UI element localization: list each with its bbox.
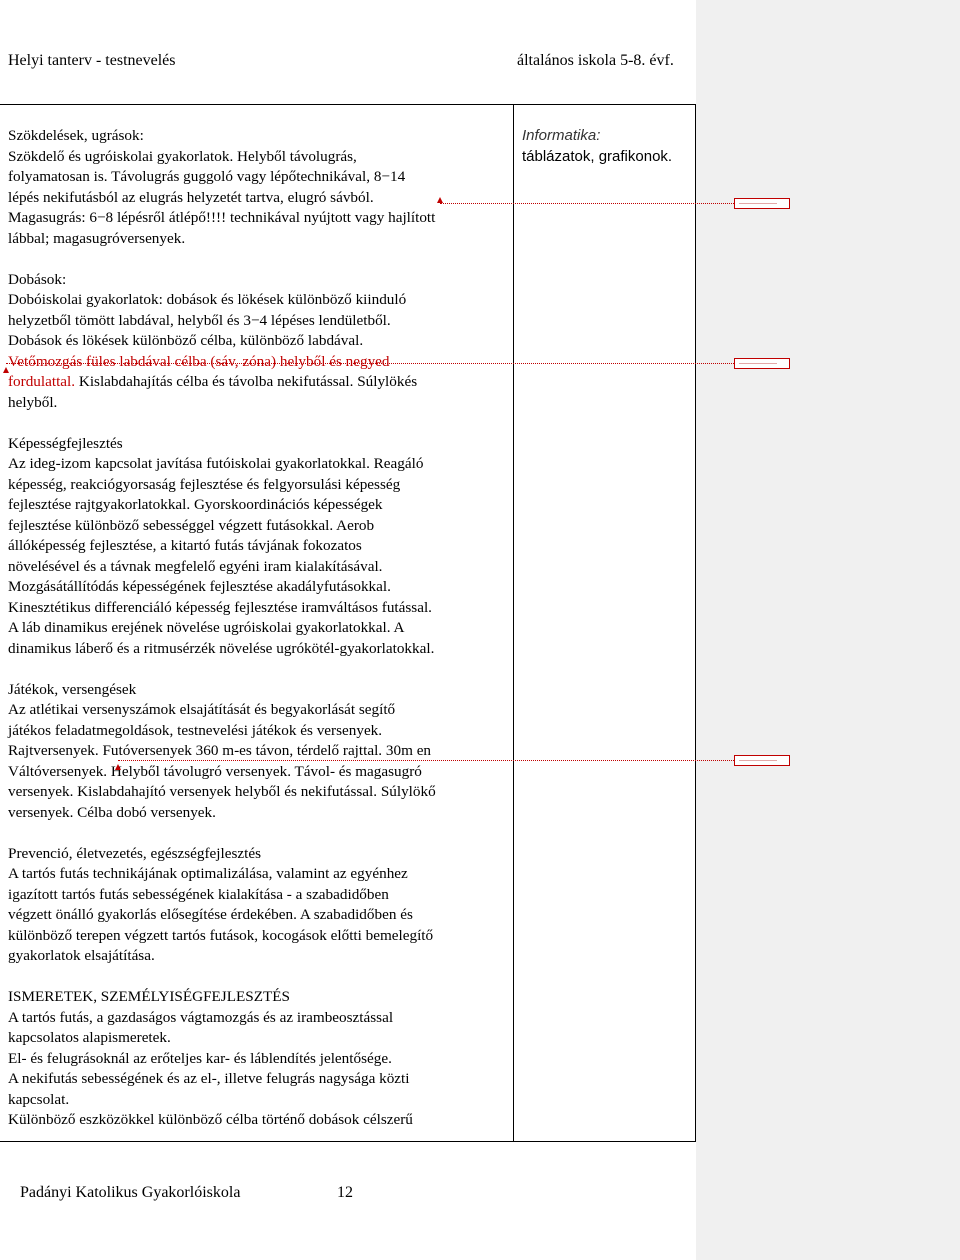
line: El- és felugrásoknál az erőteljes kar- és láblendítés jelentősége.	[8, 1049, 392, 1067]
line: Dobások és lökések különböző célba, különböző labdával.	[8, 332, 364, 349]
line: kapcsolatos alapismeretek.	[8, 1029, 171, 1046]
line: végzett önálló gyakorlás elősegítése érdekében. A szabadidőben és	[8, 906, 413, 923]
line: helyből.	[8, 393, 58, 411]
line: Dobóiskolai gyakorlatok: dobások és lökések különböző kiinduló	[8, 291, 407, 308]
line: lépés nekifutásból az elugrás helyzetét tartva, elugró sávból.	[8, 188, 374, 206]
cross-curricular-subject: Informatika:	[522, 127, 601, 144]
cross-curricular-text: táblázatok, grafikonok.	[522, 147, 673, 165]
line: A tartós futás, a gazdaságos vágtamozgás és az irambeosztással	[8, 1008, 394, 1026]
line: Különböző eszközökkel különböző célba történő dobások célszerű	[8, 1111, 413, 1128]
line: Kislabdahajítás célba és távolba nekifutással. Súlylökés	[75, 373, 418, 390]
comment-leader-line	[118, 760, 734, 761]
line: Játékok, versengések	[8, 680, 137, 698]
page-number: 12	[337, 1184, 353, 1201]
column-divider	[513, 104, 514, 1142]
line: fejlesztése különböző sebességgel végzett futásokkal. Aerob	[8, 516, 375, 534]
line: különböző terepen végzett tartós futások, kocogások előtti bemelegítő	[8, 926, 434, 944]
line: Dobások:	[8, 270, 67, 288]
comment-balloon[interactable]	[734, 198, 790, 209]
line: Az ideg-izom kapcsolat javítása futóiskolai gyakorlatokkal. Reagáló	[8, 455, 424, 472]
line: igazított tartós futás sebességének kialakítása - a szabadidőben	[8, 885, 389, 903]
insertion-caret-icon	[115, 764, 121, 770]
line: Képességfejlesztés	[8, 434, 123, 452]
comment-pane	[696, 0, 960, 1260]
line: versenyek. Célba dobó versenyek.	[8, 803, 216, 821]
tracked-insertion: Vetőmozgás füles labdával célba (sáv, zóna) helyből és negyed	[8, 352, 390, 370]
line: A láb dinamikus erejének növelése ugróiskolai gyakorlatokkal. A	[8, 619, 405, 636]
line: Kinesztétikus differenciáló képesség fejlesztése iramváltásos futással.	[8, 598, 432, 616]
line: Prevenció, életvezetés, egészségfejlesztés	[8, 844, 261, 862]
line: versenyek. Kislabdahajító versenyek helyből és nekifutással. Súlylökő	[8, 783, 436, 800]
line: Az atlétikai versenyszámok elsajátítását és begyakorlását segítő	[8, 701, 396, 718]
comment-balloon[interactable]	[734, 358, 790, 369]
line: A tartós futás technikájának optimalizálása, valamint az egyénhez	[8, 865, 408, 882]
footer-school: Padányi Katolikus Gyakorlóiskola	[20, 1184, 241, 1201]
side-column	[522, 126, 694, 167]
paragraph-prevention	[8, 844, 512, 967]
comment-balloon[interactable]	[734, 755, 790, 766]
line: Mozgásátállítódás képességének fejlesztése akadályfutásokkal.	[8, 578, 391, 595]
line: dinamikus láberő és a ritmusérzék növelése ugrókötél-gyakorlatokkal.	[8, 639, 435, 657]
line: ISMERETEK, SZEMÉLYISÉGFEJLESZTÉS	[8, 988, 290, 1005]
line: növelésével és a távnak megfelelő egyéni iram kialakításával.	[8, 557, 383, 575]
line: fejlesztése rajtgyakorlatokkal. Gyorskoordinációs képességek	[8, 496, 383, 513]
line: játékos feladatmegoldások, testnevelési játékok és versenyek.	[8, 721, 383, 739]
line: Szökdelések, ugrások:	[8, 127, 144, 144]
header-title: Helyi tanterv - testnevelés	[8, 52, 176, 69]
line: képesség, reakciógyorsaság fejlesztése és felgyorsulási képesség	[8, 475, 401, 493]
line: helyzetből tömött labdával, helyből és 3−4 lépéses lendületből.	[8, 311, 391, 329]
line: kapcsolat.	[8, 1090, 70, 1108]
line: lábbal; magasugróversenyek.	[8, 229, 186, 247]
line: Váltóversenyek. Helyből távolugró versenyek. Távol- és magasugró	[8, 762, 422, 780]
paragraph-jumps	[8, 126, 512, 249]
paragraph-knowledge	[8, 987, 512, 1131]
paragraph-throws	[8, 270, 512, 414]
line: Rajtversenyek. Futóversenyek 360 m-es távon, térdelő rajttal. 30m en	[8, 742, 432, 759]
line: állóképesség fejlesztése, a kitartó futás távjának fokozatos	[8, 537, 362, 554]
comment-leader-line	[6, 363, 734, 364]
page-header	[8, 52, 688, 74]
line: A nekifutás sebességének és az el-, illetve felugrás nagysága közti	[8, 1070, 410, 1087]
line: folyamatosan is. Távolugrás guggoló vagy lépőtechnikával, 8−14	[8, 168, 406, 185]
line: Magasugrás: 6−8 lépésről átlépő!!!! technikával nyújtott vagy hajlított	[8, 209, 436, 226]
line: Szökdelő és ugróiskolai gyakorlatok. Helyből távolugrás,	[8, 147, 357, 165]
header-grade: általános iskola 5-8. évf.	[517, 52, 674, 69]
tracked-insertion: fordulattal.	[8, 373, 76, 390]
insertion-caret-icon	[3, 367, 9, 373]
paragraph-games	[8, 680, 512, 824]
page-footer	[20, 1184, 420, 1202]
comment-leader-line	[440, 203, 734, 204]
paragraph-skills	[8, 434, 512, 660]
line: gyakorlatok elsajátítása.	[8, 947, 155, 964]
main-column	[8, 126, 512, 1151]
